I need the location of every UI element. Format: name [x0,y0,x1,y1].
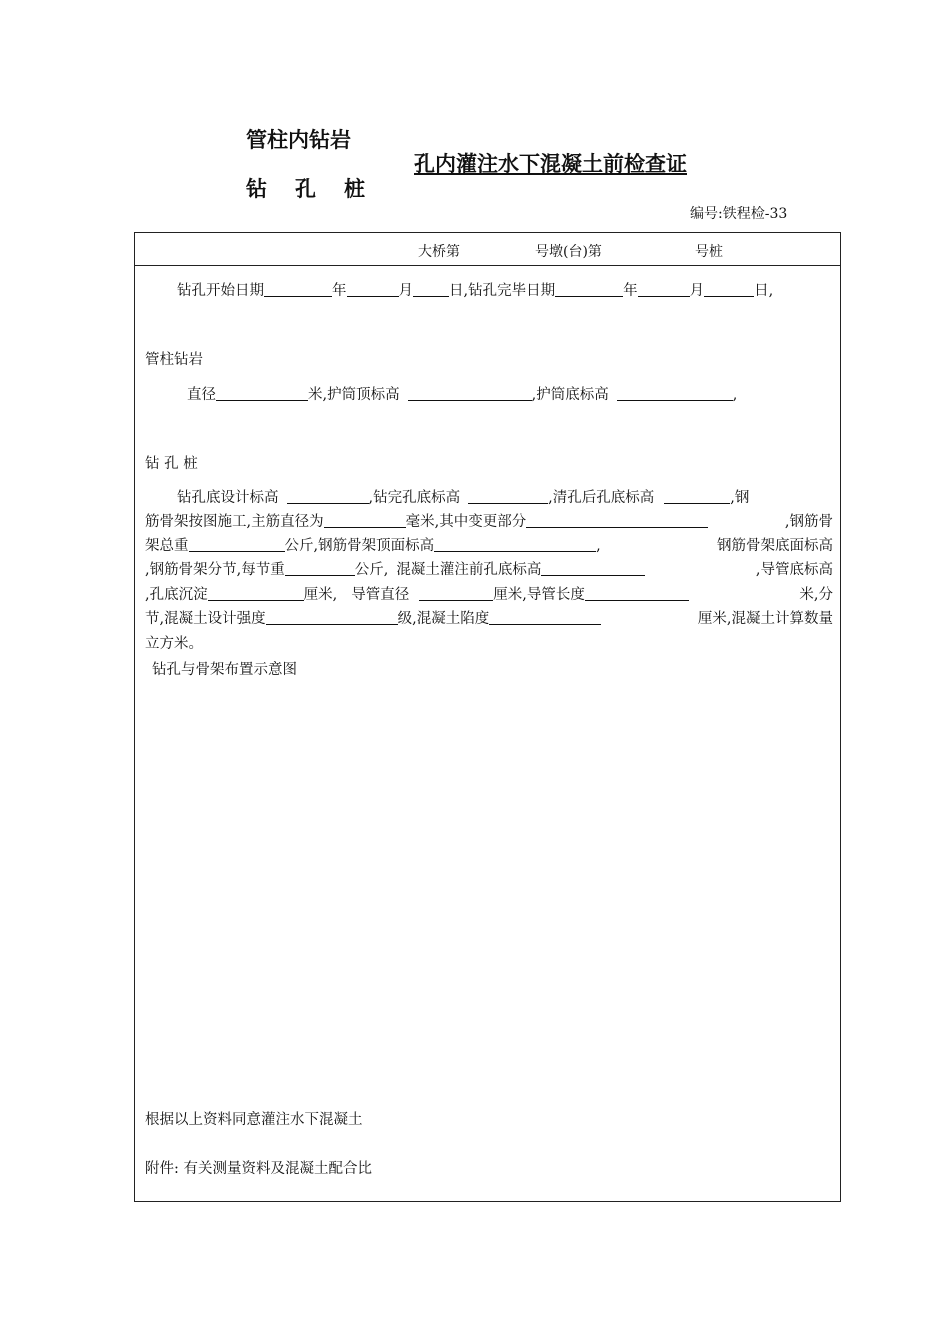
document-title: 孔内灌注水下混凝土前检查证 [414,152,687,176]
continued-text: ,钢筋骨 [784,514,833,530]
start-year-field[interactable] [264,281,332,297]
sediment-field[interactable] [208,585,304,601]
end-year-field[interactable] [555,281,623,297]
side-title-char: 孔 [295,177,316,201]
start-month-field[interactable] [347,281,399,297]
bored-pile-heading: 钻 孔 桩 [145,456,198,472]
kg-unit: 公斤, [354,562,389,578]
tremie-length-field[interactable] [585,585,689,601]
segment-weight-field[interactable] [285,560,355,576]
cleaned-bottom-field[interactable] [664,488,730,504]
side-title-char: 钻 [246,177,267,201]
pier-label: 号墩(台)第 [535,244,602,260]
cm-unit: 厘米, [303,587,338,603]
inspection-form [134,232,841,1202]
segment-weight-label: ,钢筋骨架分节,每节重 [145,562,285,578]
drilling-dates-line [177,279,773,300]
slump-label: 级,混凝土陷度 [397,611,490,627]
diameter-label: 直径 [187,387,216,403]
form-code: 编号:铁程检-33 [690,206,788,222]
tremie-diameter-field[interactable] [419,585,493,601]
main-rebar-label: 筋骨架按图施工,主筋直径为 [145,514,324,530]
pile-line-1 [177,486,749,507]
changes-field[interactable] [526,512,708,528]
side-title-pipe-rock: 管柱内钻岩 [246,128,351,152]
month-label: 月 [398,283,413,299]
pile-line-4 [145,558,833,579]
pre-pour-bottom-field[interactable] [541,560,645,576]
end-month-field[interactable] [638,281,690,297]
pile-label: 号桩 [695,244,723,260]
changes-label: 毫米,其中变更部分 [405,514,527,530]
slump-field[interactable] [489,609,601,625]
month-label: 月 [689,283,705,299]
tremie-bottom-label: ,导管底标高 [755,562,833,578]
pile-line-3 [145,534,833,555]
side-title-char: 桩 [344,177,365,201]
cage-weight-field[interactable] [189,536,285,552]
concrete-volume-label: 厘米,混凝土计算数量 [697,611,833,627]
pipe-rock-heading: 管柱钻岩 [145,352,203,368]
attachment-text: 附件: 有关测量资料及混凝土配合比 [145,1161,372,1177]
year-label: 年 [623,283,638,299]
tremie-length-label: 厘米,导管长度 [493,587,585,603]
cage-top-field[interactable] [434,536,596,552]
comma: , [732,387,738,403]
pre-pour-bottom-label: 混凝土灌注前孔底标高 [396,562,542,578]
cage-top-label: 公斤,钢筋骨架顶面标高 [284,538,435,554]
tremie-diameter-label: 导管直径 [351,587,410,603]
main-rebar-diameter-field[interactable] [324,512,406,528]
start-day-field[interactable] [413,281,449,297]
finished-bottom-field[interactable] [468,488,548,504]
design-strength-label: 节,混凝土设计强度 [145,611,266,627]
continued-text: ,钢 [730,490,750,506]
pile-line-2 [145,510,833,531]
start-date-label: 钻孔开始日期 [177,283,264,299]
pile-line-6 [145,607,833,628]
diameter-field[interactable] [216,385,308,401]
design-strength-field[interactable] [266,609,398,625]
design-bottom-label: 钻孔底设计标高 [177,490,279,506]
diagram-label: 钻孔与骨架布置示意图 [152,662,297,678]
sediment-label: ,孔底沉淀 [145,587,208,603]
casing-bottom-field[interactable] [617,385,733,401]
design-bottom-field[interactable] [287,488,369,504]
end-date-label: 日,钻孔完毕日期 [449,283,556,299]
side-title-bored-pile [246,173,393,203]
pile-line-5 [145,583,833,604]
cage-bottom-label: 钢筋骨架底面标高 [717,538,833,554]
day-label: 日, [754,283,774,299]
comma: , [596,538,601,554]
finished-bottom-label: ,钻完孔底标高 [368,490,461,506]
cage-weight-label: 架总重 [145,538,189,554]
pipe-rock-line [187,383,737,404]
bridge-label: 大桥第 [418,244,460,260]
diagram-area[interactable] [145,685,831,1095]
casing-bottom-label: ,护筒底标高 [531,387,609,403]
pile-line-7: 立方米。 [145,636,203,652]
year-label: 年 [332,283,347,299]
form-header-row [135,233,840,266]
cleaned-bottom-label: ,清孔后孔底标高 [548,490,655,506]
casing-top-label: 米,护筒顶标高 [308,387,400,403]
end-day-field[interactable] [704,281,754,297]
approval-text: 根据以上资料同意灌注水下混凝土 [145,1112,363,1128]
continued-text: 米,分 [799,587,833,603]
casing-top-field[interactable] [408,385,532,401]
